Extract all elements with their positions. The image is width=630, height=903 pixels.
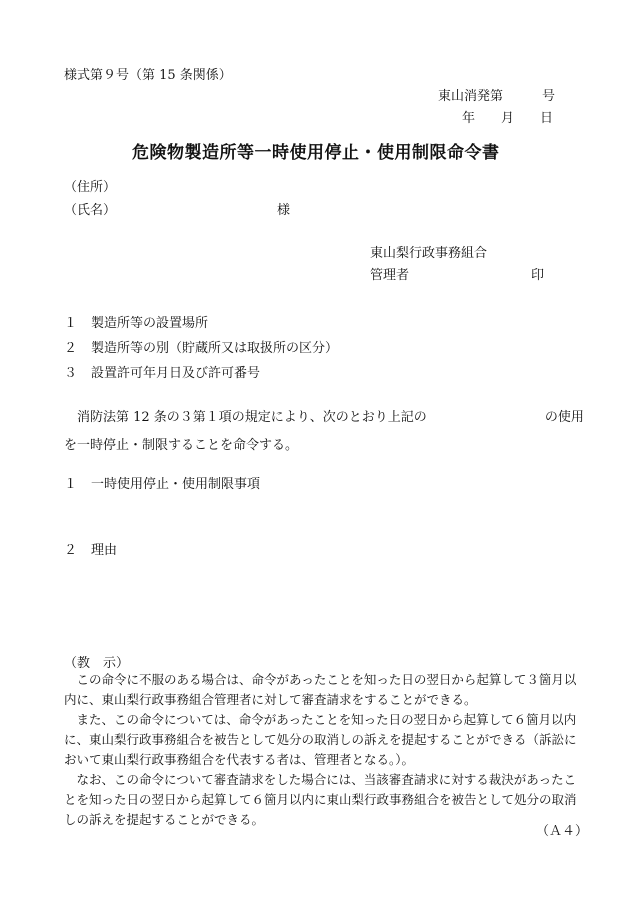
- item-text: 製造所等の設置場所: [91, 316, 209, 331]
- notice-paragraph: なお、この命令について審査請求をした場合には、当該審査請求に対する裁決があったことを知った日の翌日から起算して６箇月以内に東山梨行政事務組合を被告として処分の取消しの訴えを提起することができる。: [64, 772, 577, 827]
- notice-heading: （教 示）: [64, 656, 130, 671]
- issuer-role: 管理者: [370, 268, 410, 283]
- seal-mark: 印: [531, 268, 545, 283]
- name-label: （氏名）: [64, 203, 117, 218]
- order-statement-part1: 消防法第 12 条の３第１項の規定により、次のとおり上記の: [77, 410, 427, 425]
- item-number: ２: [64, 341, 78, 356]
- document-title: 危険物製造所等一時使用停止・使用制限命令書: [132, 143, 500, 163]
- item-number: ３: [64, 366, 78, 381]
- order-item-number: ２: [64, 543, 78, 558]
- order-statement: [64, 404, 584, 460]
- issue-date: 年 月 日: [462, 111, 554, 126]
- form-number: 様式第９号（第 15 条関係）: [64, 68, 232, 83]
- issuer-organization: 東山梨行政事務組合: [370, 246, 488, 261]
- order-item-text: 一時使用停止・使用制限事項: [91, 477, 261, 492]
- document-number: 東山消発第 号: [438, 89, 556, 104]
- address-label: （住所）: [64, 180, 117, 195]
- order-statement-part2: の使用を一時停止・制限することを命令する。: [64, 410, 584, 453]
- notice-body: [64, 670, 584, 830]
- notice-paragraph: この命令に不服のある場合は、命令があったことを知った日の翌日から起算して３箇月以内に、東山梨行政事務組合管理者に対して審査請求をすることができる。: [64, 672, 577, 707]
- item-number: １: [64, 316, 78, 331]
- paper-size: （Ａ４）: [536, 824, 589, 839]
- order-item-number: １: [64, 477, 78, 492]
- notice-paragraph: また、この命令については、命令があったことを知った日の翌日から起算して６箇月以内に、東山梨行政事務組合を被告として処分の取消しの訴えを提起することができる（訴訟において東山梨行政事務組合を代表する者は、管理者となる。）。: [64, 712, 577, 767]
- item-text: 設置許可年月日及び許可番号: [91, 366, 261, 381]
- item-text: 製造所等の別（貯蔵所又は取扱所の区分）: [91, 341, 339, 356]
- honorific: 様: [277, 203, 291, 218]
- order-item-text: 理由: [91, 543, 118, 558]
